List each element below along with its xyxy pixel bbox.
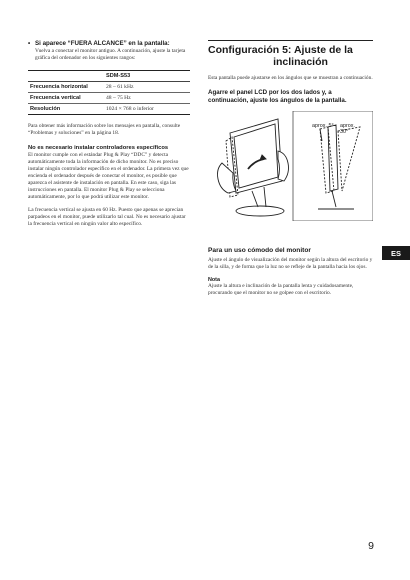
- section-title-line2: inclinación: [273, 56, 328, 68]
- table-row-label: Resolución: [28, 104, 104, 115]
- angle-label-30: aprox. 30°: [340, 123, 355, 135]
- table-header-row: [28, 71, 190, 82]
- comfort-heading: Para un uso cómodo del monitor: [208, 247, 311, 254]
- tilt-instruction: Agarre el panel LCD por los dos lados y, a continuación, ajuste los ángulos de la pantalla.: [208, 89, 347, 104]
- frequency-text: La frecuencia vertical se ajusta en 60 Hz. Puesto que apenas se aprecian parpadeos en el monitor, puede utilizarlo tal cual. No es necesario ajustar la frecuencia vertical en ningún valor alto específico.: [28, 207, 186, 227]
- table-model-header: SDM-S53: [104, 71, 190, 82]
- frequency-table: [28, 70, 190, 115]
- more-info-text: Para obtener más información sobre los mensajes en pantalla, consulte “Problemas y soluciones” en la página 18.: [28, 123, 181, 136]
- table-row-label: Frecuencia horizontal: [28, 82, 104, 93]
- table-row-label: Frecuencia vertical: [28, 93, 104, 104]
- left-column: [28, 40, 190, 228]
- drivers-heading: No es necesario instalar controladores específicos: [28, 145, 169, 151]
- section-title-line1: Configuración 5: Ajuste de la: [208, 44, 353, 56]
- out-of-range-text: Vuelva a conectar el monitor antiguo. A continuación, ajuste la tarjeta gráfica del ordenador en los siguientes rangos:: [35, 48, 186, 61]
- comfort-text: Ajuste el ángulo de visualización del monitor según la altura del escritorio y de la silla, y de forma que la luz no se refleje de la pantalla hacia los ojos.: [208, 257, 373, 270]
- table-row: [28, 82, 190, 93]
- tilt-illustration: [208, 111, 373, 221]
- table-row: [28, 104, 190, 115]
- angle-label-5: aprox. 5°: [312, 123, 334, 129]
- table-row-value: 48 – 75 Hz: [104, 93, 190, 104]
- note-heading: Nota: [208, 277, 220, 283]
- table-row: [28, 93, 190, 104]
- language-tab: ES: [382, 246, 410, 260]
- tilt-intro: Esta pantalla puede ajustarse en los ángulos que se muestran a continuación.: [208, 75, 373, 81]
- note-text: Ajuste la altura e inclinación de la pantalla lenta y cuidadosamente, procurando que el monitor no se golpee con el escritorio.: [208, 283, 354, 296]
- page-number: 9: [368, 540, 374, 552]
- right-column: [208, 40, 373, 297]
- drivers-text: El monitor cumple con el estándar Plug & Play “DDC” y detecta automáticamente toda la información de dicho monitor. No es preciso instalar ningún controlador específico en el ordenador. La primera vez que encienda el ordenador después de conectar el monitor, es posible que aparezca el asistente de instalación en pantalla. En este caso, siga las instrucciones en pantalla. El monitor Plug & Play se selecciona automáticamente, por lo que podrá utilizar este monitor.: [28, 152, 189, 200]
- table-row-value: 1024 × 768 o inferior: [104, 104, 190, 115]
- out-of-range-heading: • Si aparece “FUERA ALCANCE” en la pantalla:: [28, 40, 170, 47]
- section-title: [208, 40, 373, 68]
- table-row-value: 28 – 61 kHz: [104, 82, 190, 93]
